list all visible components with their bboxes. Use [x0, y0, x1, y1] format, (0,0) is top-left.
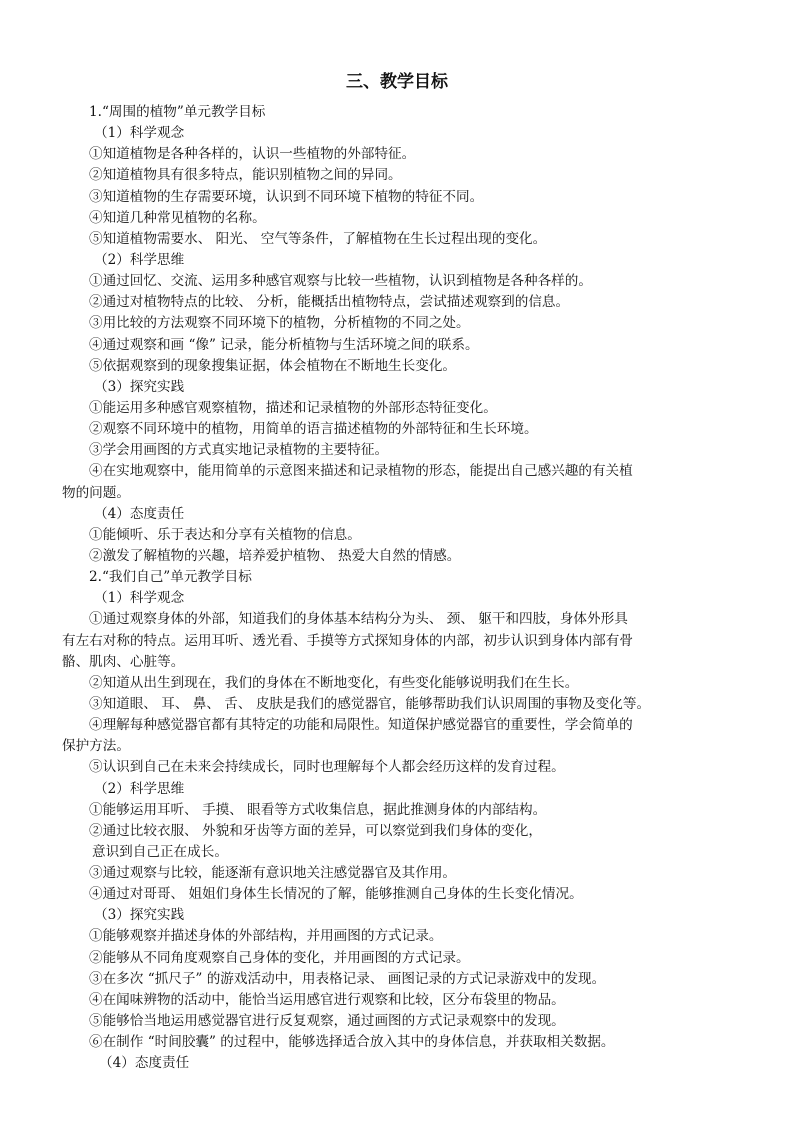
text-line: 保护方法。: [62, 738, 130, 755]
text-line: ①能够运用耳听、 手摸、 眼看等方式收集信息，据此推测身体的内部结构。: [89, 801, 547, 818]
text-line: （1）科学观念: [94, 125, 185, 142]
text-line: ②通过对植物特点的比较、 分析，能概括出植物特点，尝试描述观察到的信息。: [89, 294, 570, 311]
text-line: 骼、肌肉、心脏等。: [62, 653, 185, 670]
text-line: ④理解每种感觉器官都有其特定的功能和局限性。知道保护感觉器官的重要性，学会简单的: [89, 717, 633, 734]
text-line: ③知道眼、 耳、 鼻、 舌、 皮肤是我们的感觉器官，能够帮助我们认识周围的事物及变化等。: [89, 695, 651, 712]
text-line: （3）探究实践: [94, 907, 185, 924]
text-line: （1）科学观念: [94, 590, 185, 607]
text-line: ②通过比较衣服、 外貌和牙齿等方面的差异，可以察觉到我们身体的变化，: [89, 822, 542, 839]
text-line: ⑤认识到自己在未来会持续成长，同时也理解每个人都会经历这样的发育过程。: [89, 759, 565, 776]
text-line: ①通过回忆、交流、运用多种感官观察与比较一些植物，认识到植物是各种各样的。: [89, 273, 592, 290]
text-line: ①通过观察身体的外部，知道我们的身体基本结构分为头、 颈、 躯干和四肢，身体外形具: [89, 611, 628, 628]
text-line: 1.“周围的植物”单元教学目标: [89, 104, 266, 120]
text-line: ⑤能够恰当地运用感觉器官进行反复观察，通过画图的方式记录观察中的发现。: [89, 1013, 565, 1030]
text-line: ④通过对哥哥、 姐姐们身体生长情况的了解，能够推测自己身体的生长变化情况。: [89, 886, 583, 903]
text-line: ④在闻味辨物的活动中，能恰当运用感官进行观察和比较，区分布袋里的物品。: [89, 991, 565, 1008]
text-line: ②知道植物具有很多特点，能识别植物之间的异同。: [89, 167, 402, 184]
text-line: ②观察不同环境中的植物，用简单的语言描述植物的外部特征和生长环境。: [89, 421, 538, 438]
text-line: （2）科学思维: [94, 251, 185, 268]
text-line: ②知道从出生到现在，我们的身体在不断地变化，有些变化能够说明我们在生长。: [89, 674, 579, 691]
text-line: ④通过观察和画 “像” 记录，能分析植物与生活环境之间的联系。: [89, 336, 479, 353]
text-line: ②激发了解植物的兴趣，培养爱护植物、 热爱大自然的情感。: [89, 547, 461, 564]
text-line: ⑤依据观察到的现象搜集证据，体会植物在不断地生长变化。: [89, 357, 457, 374]
text-line: ①能够观察并描述身体的外部结构，并用画图的方式记录。: [89, 928, 443, 945]
text-line: ③用比较的方法观察不同环境下的植物，分析植物的不同之处。: [89, 315, 470, 332]
document-body: [62, 102, 740, 1074]
text-line: 有左右对称的特点。运用耳听、透光看、手摸等方式探知身体的内部，初步认识到身体内部有骨: [62, 632, 633, 649]
text-line: 2.“我们自己”单元教学目标: [89, 569, 252, 586]
text-line: ①知道植物是各种各样的，认识一些植物的外部特征。: [89, 146, 416, 163]
text-line: ④知道几种常见植物的名称。: [89, 209, 266, 226]
text-line: ③通过观察与比较，能逐渐有意识地关注感觉器官及其作用。: [89, 865, 457, 882]
text-line: ③在多次 “抓尺子” 的游戏活动中，用表格记录、 画图记录的方式记录游戏中的发现。: [89, 970, 606, 987]
text-line: 物的问题。: [62, 484, 130, 501]
text-line: （4）态度责任: [99, 1055, 190, 1072]
text-line: ⑥在制作 “时间胶囊” 的过程中，能够选择适合放入其中的身体信息，并获取相关数据。: [89, 1034, 615, 1051]
section-title: 三、教学目标: [346, 72, 448, 92]
text-line: （3）探究实践: [94, 378, 185, 395]
text-line: ⑤知道植物需要水、 阳光、 空气等条件，了解植物在生长过程出现的变化。: [89, 230, 547, 247]
text-line: （2）科学思维: [94, 780, 185, 797]
text-line: ③学会用画图的方式真实地记录植物的主要特征。: [89, 442, 389, 459]
text-line: ①能倾听、乐于表达和分享有关植物的信息。: [89, 526, 361, 543]
text-line: ②能够从不同角度观察自己身体的变化，并用画图的方式记录。: [89, 949, 470, 966]
text-line: 意识到自己正在成长。: [92, 843, 228, 860]
text-line: （4）态度责任: [94, 505, 185, 522]
text-line: ④在实地观察中，能用简单的示意图来描述和记录植物的形态，能提出自己感兴趣的有关植: [89, 463, 633, 480]
text-line: ③知道植物的生存需要环境，认识到不同环境下植物的特征不同。: [89, 188, 484, 205]
text-line: ①能运用多种感官观察植物，描述和记录植物的外部形态特征变化。: [89, 399, 497, 416]
